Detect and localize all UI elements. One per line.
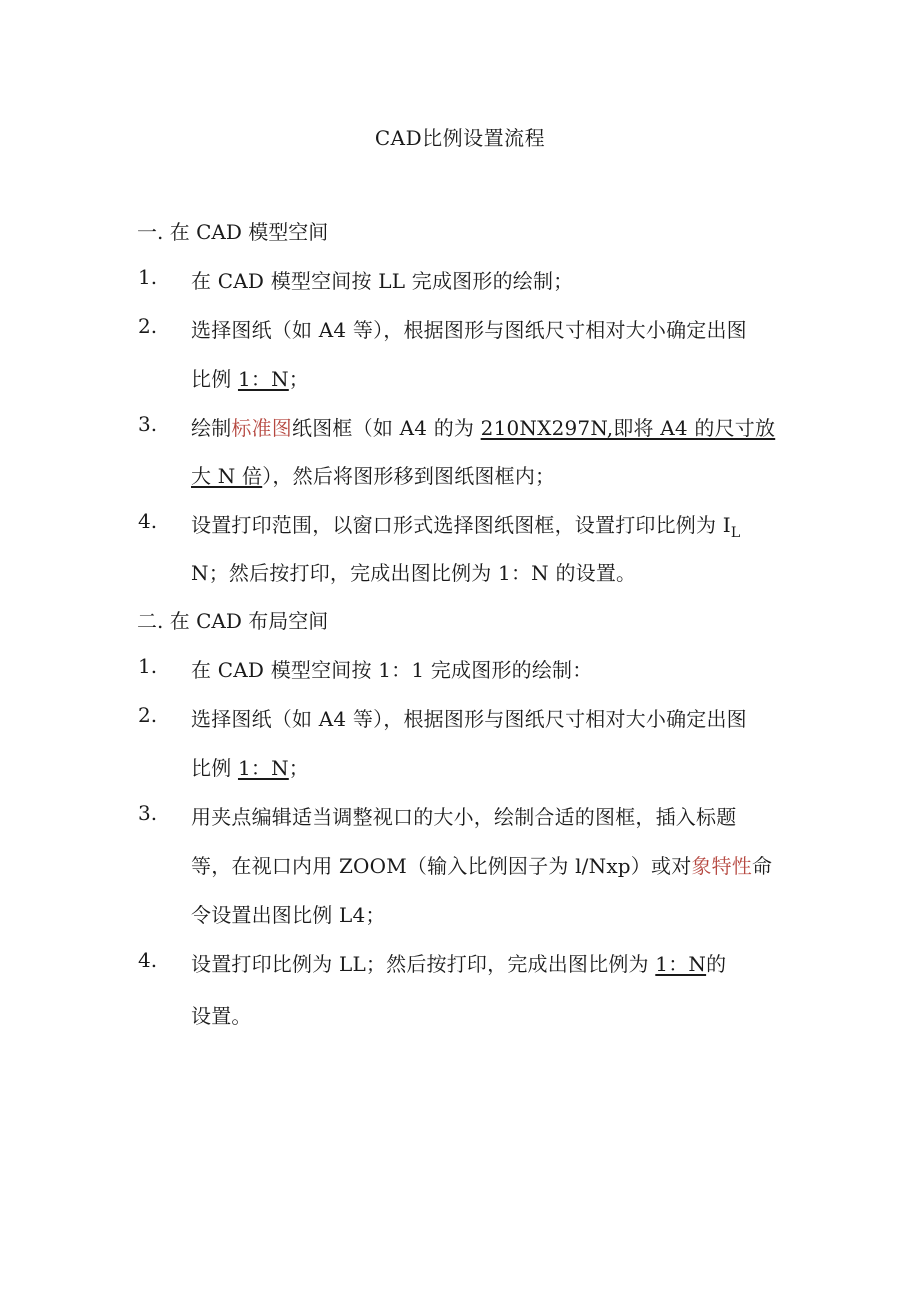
list-item-text-continued: 大 N 倍），然后将图形移到图纸图框内； (191, 464, 556, 488)
list-number: 4. (138, 509, 158, 533)
scale-ratio-underlined: 1：N (237, 367, 289, 391)
list-item-text: 设置打印范围，以窗口形式选择图纸图框，设置打印比例为 $I_L$ (191, 513, 741, 541)
highlighted-text: 标准图 (231, 416, 293, 440)
list-item-text-continued: 设置。 (191, 1004, 252, 1028)
list-item-text-continued: 等，在视口内用 ZOOM（输入比例因子为 l/Nxp）或对象特性命 (191, 854, 773, 878)
list-number: 3. (138, 412, 158, 436)
list-item-text: 在 CAD 模型空间按 LL 完成图形的绘制； (191, 269, 574, 293)
subscript-text: L (730, 525, 741, 541)
list-number: 4. (138, 948, 158, 972)
list-number: 1. (138, 265, 158, 289)
list-item-text-continued: 令设置出图比例 L4； (191, 903, 386, 927)
underlined-text: 大 N 倍 (191, 464, 263, 488)
list-item-text-continued: 比例 1：N； (191, 756, 309, 780)
underlined-text: 210NX297N,即将 A4 的尺寸放 (480, 416, 776, 440)
list-item-text: 用夹点编辑适当调整视口的大小，绘制合适的图框，插入标题 (191, 805, 737, 829)
list-number: 3. (138, 801, 158, 825)
list-item-text: 选择图纸（如 A4 等），根据图形与图纸尺寸相对大小确定出图 (191, 318, 747, 342)
list-item-text: 在 CAD 模型空间按 1：1 完成图形的绘制： (191, 658, 593, 682)
scale-ratio-underlined: 1：N (237, 756, 289, 780)
list-item-text-continued: 比例 1：N； (191, 367, 309, 391)
section-heading-layout-space: 二. 在 CAD 布局空间 (137, 609, 329, 633)
list-item-text: 绘制标准图纸图框（如 A4 的为 210NX297N,即将 A4 的尺寸放 (191, 416, 776, 440)
list-number: 2. (138, 314, 158, 338)
list-item-text: 设置打印比例为 LL；然后按打印，完成出图比例为 1：N的 (191, 952, 727, 976)
scale-ratio-underlined: 1：N (655, 952, 707, 976)
page-title: CAD比例设置流程 (374, 126, 546, 150)
list-number: 2. (138, 703, 158, 727)
section-heading-model-space: 一. 在 CAD 模型空间 (137, 220, 329, 244)
list-item-text: 选择图纸（如 A4 等），根据图形与图纸尺寸相对大小确定出图 (191, 707, 747, 731)
highlighted-text: 象特性 (691, 854, 753, 878)
list-number: 1. (138, 654, 158, 678)
list-item-text-continued: N；然后按打印，完成出图比例为 1：N 的设置。 (191, 561, 637, 585)
